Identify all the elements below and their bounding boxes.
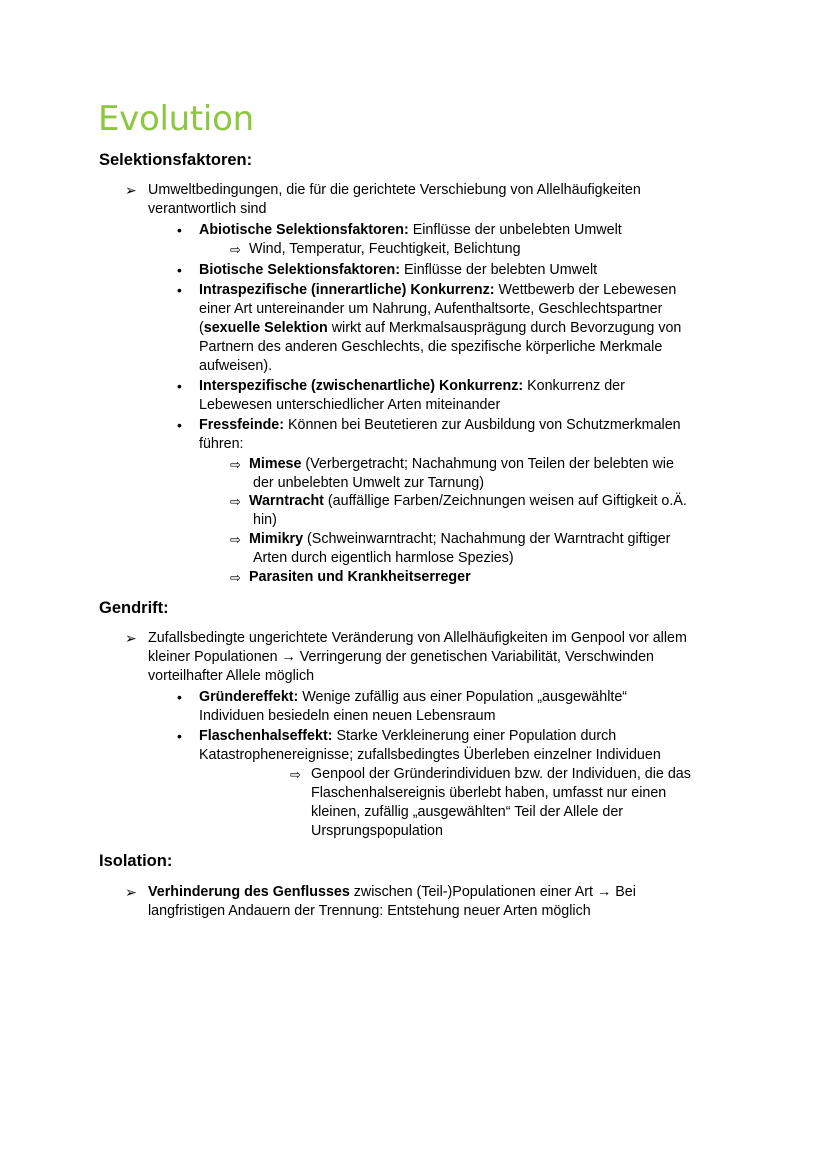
mimese-line-2: der unbelebten Umwelt zur Tarnung)	[253, 475, 484, 491]
hollow-arrow-icon: ⇨	[230, 532, 241, 547]
abiotisch-item: Abiotische Selektionsfaktoren: Einflüsse der unbelebten Umwelt	[199, 222, 622, 238]
intra-line-4: Partnern des anderen Geschlechts, die spezifische körperliche Merkmale	[199, 339, 663, 355]
flaschen-sub-line-2: Flaschenhalsereignis überlebt haben, umfasst nur einen	[311, 785, 667, 801]
gendrift-intro-line-1: Zufallsbedingte ungerichtete Veränderung von Allelhäufigkeiten im Genpool vor allem	[148, 630, 687, 646]
section-heading-selektion: Selektionsfaktoren:	[99, 151, 253, 169]
mimikry-line-2: Arten durch eigentlich harmlose Spezies)	[253, 550, 514, 566]
bullet-icon: •	[177, 282, 182, 298]
arrowhead-bullet-icon: ➢	[125, 884, 137, 900]
intra-line-2: einer Art untereinander um Nahrung, Aufenthaltsorte, Geschlechtspartner	[199, 301, 663, 317]
hollow-arrow-icon: ⇨	[230, 457, 241, 472]
flaschen-sub-line-3: kleinen, zufällig „ausgewählten“ Teil der Allele der	[311, 804, 624, 820]
intra-line-1: Intraspezifische (innerartliche) Konkurrenz: Wettbewerb der Lebewesen	[199, 282, 677, 298]
warntracht-line-1: Warntracht (auffällige Farben/Zeichnungen weisen auf Giftigkeit o.Ä.	[249, 493, 687, 509]
fress-line-2: führen:	[199, 436, 244, 452]
hollow-arrow-icon: ⇨	[230, 494, 241, 509]
mimese-line-1: Mimese (Verbergetracht; Nachahmung von Teilen der belebten wie	[249, 456, 674, 472]
bullet-icon: •	[177, 262, 182, 278]
warntracht-line-2: hin)	[253, 512, 277, 528]
fress-line-1: Fressfeinde: Können bei Beutetieren zur Ausbildung von Schutzmerkmalen	[199, 417, 681, 433]
gendrift-intro-line-2: kleiner Populationen → Verringerung der genetischen Variabilität, Verschwinden	[148, 649, 654, 665]
flaschen-sub-line-4: Ursprungspopulation	[311, 823, 443, 839]
bullet-icon: •	[177, 689, 182, 705]
parasiten-line: Parasiten und Krankheitserreger	[249, 569, 471, 585]
isolation-line-2: langfristigen Andauern der Trennung: Entstehung neuer Arten möglich	[148, 903, 591, 919]
flaschen-sub-line-1: Genpool der Gründerindividuen bzw. der Individuen, die das	[311, 766, 691, 782]
flaschen-line-2: Katastrophenereignisse; zufallsbedingtes Überleben einzelner Individuen	[199, 747, 661, 763]
isolation-line-1: Verhinderung des Genflusses zwischen (Teil-)Populationen einer Art → Bei	[148, 884, 636, 900]
selektion-intro-line-2: verantwortlich sind	[148, 201, 267, 217]
bullet-icon: •	[177, 728, 182, 744]
intra-line-5: aufweisen).	[199, 358, 273, 374]
section-heading-gendrift: Gendrift:	[99, 599, 169, 617]
abiotisch-sub: Wind, Temperatur, Feuchtigkeit, Belichtung	[249, 241, 521, 257]
inter-line-1: Interspezifische (zwischenartliche) Konkurrenz: Konkurrenz der	[199, 378, 625, 394]
hollow-arrow-icon: ⇨	[230, 570, 241, 585]
inter-line-2: Lebewesen unterschiedlicher Arten miteinander	[199, 397, 501, 413]
bullet-icon: •	[177, 378, 182, 394]
gruender-line-2: Individuen besiedeln einen neuen Lebensraum	[199, 708, 496, 724]
hollow-arrow-icon: ⇨	[230, 242, 241, 257]
hollow-arrow-icon: ⇨	[290, 767, 301, 782]
biotisch-item: Biotische Selektionsfaktoren: Einflüsse der belebten Umwelt	[199, 262, 598, 278]
section-heading-isolation: Isolation:	[99, 852, 173, 870]
intra-line-3: (sexuelle Selektion wirkt auf Merkmalsausprägung durch Bevorzugung von	[199, 320, 682, 336]
bullet-icon: •	[177, 222, 182, 238]
page-title: Evolution	[98, 99, 254, 139]
gendrift-intro-line-3: vorteilhafter Allele möglich	[148, 668, 315, 684]
arrowhead-bullet-icon: ➢	[125, 182, 137, 198]
gruender-line-1: Gründereffekt: Wenige zufällig aus einer Population „ausgewählte“	[199, 689, 628, 705]
selektion-intro-line-1: Umweltbedingungen, die für die gerichtete Verschiebung von Allelhäufigkeiten	[148, 182, 641, 198]
mimikry-line-1: Mimikry (Schweinwarntracht; Nachahmung der Warntracht giftiger	[249, 531, 671, 547]
flaschen-line-1: Flaschenhalseffekt: Starke Verkleinerung einer Population durch	[199, 728, 617, 744]
arrowhead-bullet-icon: ➢	[125, 630, 137, 646]
bullet-icon: •	[177, 417, 182, 433]
